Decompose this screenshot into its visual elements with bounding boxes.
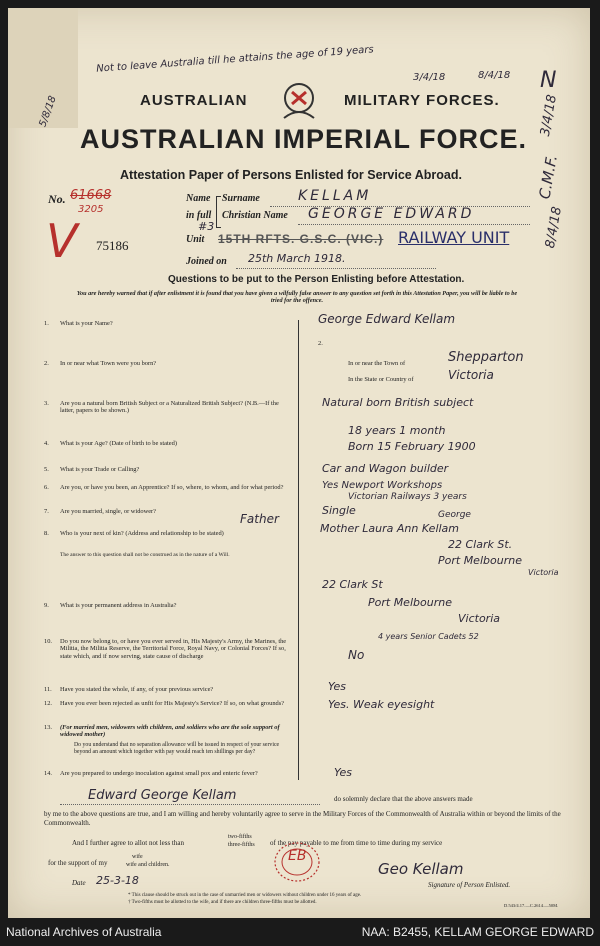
name-label: Name bbox=[186, 193, 211, 204]
q13-num: 13. bbox=[44, 724, 52, 731]
allot-frac1: two-fifths bbox=[228, 834, 252, 840]
q8-answer2: 22 Clark St. bbox=[448, 538, 513, 551]
q2-num: 2. bbox=[44, 360, 49, 367]
attestation-paper bbox=[8, 8, 590, 918]
q9-text: What is your permanent address in Australia? bbox=[60, 602, 177, 609]
q8-note: The answer to this question shall not be construed as in the nature of a Will. bbox=[60, 552, 230, 558]
top-date-2: 8/4/18 bbox=[478, 70, 511, 81]
declaration-line bbox=[60, 804, 320, 805]
joined-value: 25th March 1918. bbox=[248, 252, 346, 265]
allot-text1: And I further agree to allot not less than bbox=[72, 839, 184, 847]
christian-label: Christian Name bbox=[222, 210, 288, 221]
q6-answer2: Victorian Railways 3 years bbox=[348, 492, 467, 502]
q11-text: Have you stated the whole, if any, of your previous service? bbox=[60, 686, 214, 693]
q7-answer: Single bbox=[322, 504, 356, 517]
christian-value: GEORGE EDWARD bbox=[308, 206, 475, 222]
q6-text: Are you, or have you been, an Apprentice? If so, where, to whom, and for what period? bbox=[60, 484, 284, 491]
q10-num: 10. bbox=[44, 638, 52, 645]
signature-label: Signature of Person Enlisted. bbox=[428, 881, 511, 889]
big-v: V bbox=[46, 214, 78, 268]
support-wife-children: wife and children. bbox=[126, 862, 170, 868]
print-code: D.543/4.17.—C.2614.—50M. bbox=[504, 903, 559, 908]
q14-num: 14. bbox=[44, 770, 52, 777]
q13-text: (For married men, widowers with children, and soldiers who are the sole support of widowed mother) bbox=[60, 724, 280, 739]
q6-answer1: Yes Newport Workshops bbox=[322, 480, 443, 491]
q4-answer1: 18 years 1 month bbox=[348, 424, 446, 437]
support-wife: wife bbox=[132, 854, 143, 860]
main-title: AUSTRALIAN IMPERIAL FORCE. bbox=[80, 124, 528, 154]
header-left: AUSTRALIAN bbox=[140, 92, 248, 109]
top-note: Not to leave Australia till he attains the age of 19 years bbox=[95, 44, 375, 75]
q7-num: 7. bbox=[44, 508, 49, 515]
q8-text: Who is your next of kin? (Address and relationship to be stated) bbox=[60, 530, 224, 537]
q13-sub: Do you understand that no separation allowance will be issued in respect of your service beyond an amount which together with pay would reach ten shillings per day? bbox=[74, 742, 280, 755]
q3-answer: Natural born British subject bbox=[322, 396, 474, 409]
q11-num: 11. bbox=[44, 686, 52, 693]
q2-sub1: In or near the Town of bbox=[348, 360, 406, 367]
q10-answer-note: 4 years Senior Cadets 52 bbox=[378, 632, 479, 641]
archive-footer bbox=[0, 918, 600, 946]
declaration-text1: do solemnly declare that the above answers made bbox=[334, 795, 473, 803]
declaration-text2: by me to the above questions are true, and I am willing and hereby voluntarily agree to serve in the Military Forces of the Commonwealth of Australia within or beyond the limits of the Commonwealth. bbox=[44, 810, 561, 827]
unit-num: #3 bbox=[198, 220, 215, 233]
v-number: 75186 bbox=[96, 238, 129, 253]
q9-num: 9. bbox=[44, 602, 49, 609]
surname-value: KELLAM bbox=[298, 188, 372, 204]
joined-label: Joined on bbox=[186, 256, 227, 267]
surname-label: Surname bbox=[222, 193, 260, 204]
q9-answer1: 22 Clark St bbox=[322, 578, 383, 591]
left-date: 5/8/18 bbox=[37, 94, 59, 129]
q1-answer: George Edward Kellam bbox=[318, 312, 456, 326]
q2-sub2: In the State or Country of bbox=[348, 376, 414, 383]
joined-line bbox=[236, 268, 436, 269]
no-label: No. bbox=[48, 192, 66, 206]
right-date-2: 8/4/18 bbox=[542, 205, 565, 250]
footnote-2: † Two-fifths must be allotted to the wife, and if there are children three-fifths must be allotted. bbox=[128, 900, 317, 905]
q9-answer3: Victoria bbox=[458, 612, 500, 625]
signature: Geo Kellam bbox=[378, 860, 464, 878]
christian-line bbox=[298, 224, 530, 225]
q8-answer3: Port Melbourne bbox=[438, 554, 522, 567]
top-date-1: 3/4/18 bbox=[413, 72, 446, 83]
right-date-1: 3/4/18 bbox=[537, 93, 560, 138]
warning-text: You are hereby warned that if after enlistment it is found that you have given a wilfully false answer to any question set forth in this Attestation Paper, you will be liable to be tried for the offence. bbox=[76, 290, 518, 305]
q4-num: 4. bbox=[44, 440, 49, 447]
q12-answer: Yes. Weak eyesight bbox=[328, 698, 435, 711]
q8-num: 8. bbox=[44, 530, 49, 537]
unit-struck: 15TH RFTS. G.S.C. (VIC.) bbox=[218, 232, 384, 246]
q9-answer2: Port Melbourne bbox=[368, 596, 452, 609]
q5-num: 5. bbox=[44, 466, 49, 473]
allot-text2: of the pay payable to me from time to time during my service bbox=[270, 839, 443, 847]
q5-text: What is your Trade or Calling? bbox=[60, 466, 140, 473]
date-label: Date bbox=[72, 879, 86, 887]
subtitle: Attestation Paper of Persons Enlisted for Service Abroad. bbox=[120, 168, 462, 182]
footer-right: NAA: B2455, KELLAM GEORGE EDWARD bbox=[361, 925, 594, 939]
q8-answer4: Victoria bbox=[528, 568, 559, 577]
in-full-label: in full bbox=[186, 210, 212, 221]
header-right: MILITARY FORCES. bbox=[344, 92, 500, 109]
q7-text: Are you married, single, or widower? bbox=[60, 508, 157, 515]
q2-answer2: Victoria bbox=[448, 368, 494, 382]
q8-insert: George bbox=[438, 510, 471, 520]
right-cmf: C.M.F. bbox=[535, 153, 561, 201]
q10-answer: No bbox=[348, 648, 365, 662]
allot-frac2: three-fifths bbox=[228, 842, 255, 848]
declaration-name: Edward George Kellam bbox=[88, 788, 237, 803]
q2-text: In or near what Town were you born? bbox=[60, 360, 157, 367]
q11-answer: Yes bbox=[328, 680, 347, 693]
q1-num: 1. bbox=[44, 320, 49, 327]
q14-answer: Yes bbox=[334, 766, 353, 779]
unit-label: Unit bbox=[186, 234, 205, 245]
q6-num: 6. bbox=[44, 484, 49, 491]
footnote-1: * This clause should be struck out in the case of unmarried men or widowers without children under 16 years of age. bbox=[128, 893, 362, 898]
q12-text: Have you ever been rejected as unfit for His Majesty's Service? If so, on what grounds? bbox=[60, 700, 285, 707]
crest-icon bbox=[274, 78, 324, 128]
stamp-text: EB bbox=[288, 848, 307, 864]
q3-num: 3. bbox=[44, 400, 49, 407]
q1-text: What is your Name? bbox=[60, 320, 113, 327]
q2-index: 2. bbox=[318, 340, 323, 347]
right-n: N bbox=[540, 68, 557, 93]
q12-num: 12. bbox=[44, 700, 52, 707]
q14-text: Are you prepared to undergo inoculation against small pox and enteric fever? bbox=[60, 770, 258, 777]
q4-answer2: Born 15 February 1900 bbox=[348, 440, 476, 453]
support-text: for the support of my bbox=[48, 859, 108, 867]
no-number: 3205 bbox=[78, 204, 104, 215]
q8-answer1: Mother Laura Ann Kellam bbox=[320, 522, 460, 535]
date-value: 25-3-18 bbox=[96, 874, 139, 887]
footer-left: National Archives of Australia bbox=[6, 925, 162, 939]
q10-text: Do you now belong to, or have you ever served in, His Majesty's Army, the Marines, the Militia, the Militia Reserve, the Territorial Force, Royal Navy, or Colonial Forces? If so, state which, and if now serving, state cause of discharge bbox=[60, 638, 287, 660]
q3-text: Are you a natural born British Subject or a Naturalized British Subject? (N.B.—If the latter, papers to be shown.) bbox=[60, 400, 279, 415]
q2-answer1: Shepparton bbox=[448, 350, 524, 365]
questions-header: Questions to be put to the Person Enlisting before Attestation. bbox=[168, 274, 465, 285]
q8-margin: Father bbox=[240, 512, 279, 526]
answer-divider bbox=[298, 320, 299, 780]
no-number-struck: 61668 bbox=[70, 188, 112, 203]
q5-answer: Car and Wagon builder bbox=[322, 462, 449, 475]
unit-value: RAILWAY UNIT bbox=[398, 228, 510, 247]
q4-text: What is your Age? (Date of birth to be stated) bbox=[60, 440, 177, 447]
name-brace bbox=[216, 196, 221, 228]
